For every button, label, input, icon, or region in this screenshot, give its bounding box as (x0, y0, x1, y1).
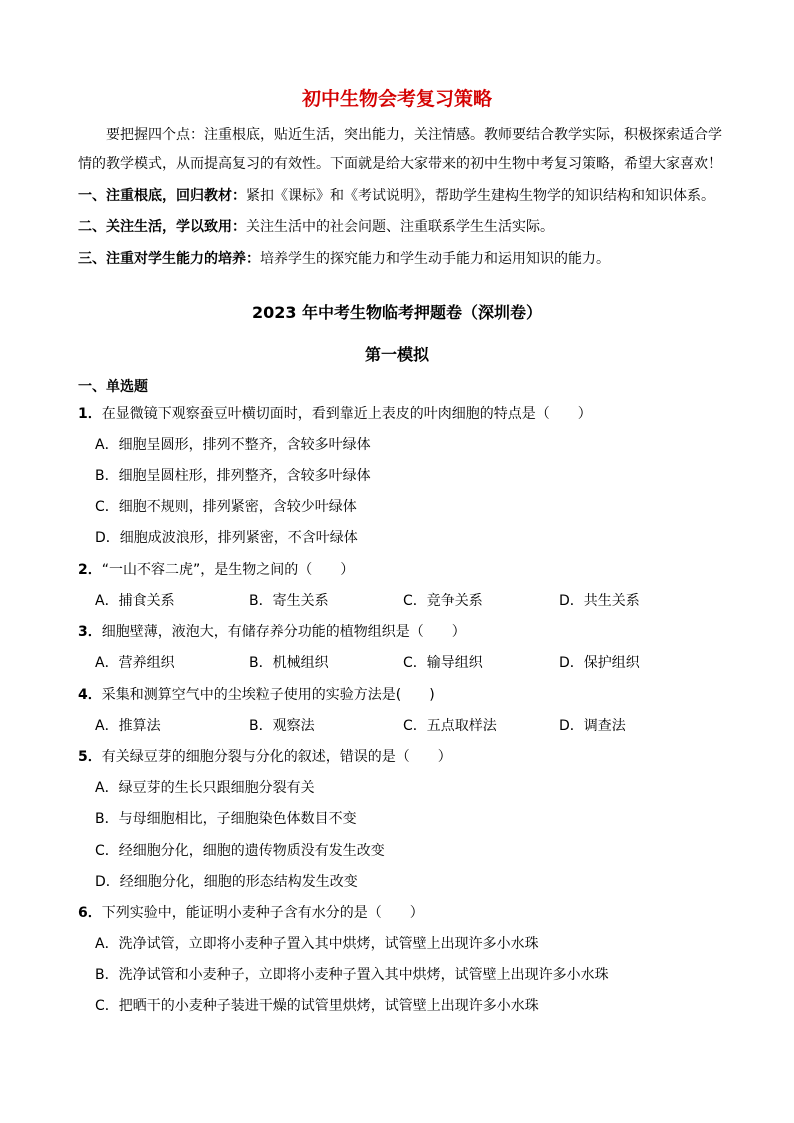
strategy-point-3-text: 培养学生的探究能力和学生动手能力和运用知识的能力。 (260, 251, 610, 267)
strategy-point-3 (78, 249, 728, 269)
q2-option-d: D．共生关系 (559, 593, 640, 609)
strategy-point-2-label: 二、关注生活，学以致用： (78, 219, 246, 235)
question-number: 4． (78, 687, 102, 703)
question-number: 5． (78, 749, 102, 765)
q3-option-a: A．营养组织 (95, 655, 175, 671)
strategy-point-2 (78, 217, 728, 237)
q1-option-b: B．细胞呈圆柱形，排列整齐，含较多叶绿体 (95, 468, 371, 484)
section-heading: 一、单选题 (78, 379, 148, 395)
question-text: 细胞壁薄，液泡大，有储存养分功能的植物组织是（ ） (101, 624, 466, 640)
strategy-point-1 (78, 186, 728, 206)
question-text: 有关绿豆芽的细胞分裂与分化的叙述，错误的是（ ） (101, 749, 452, 765)
question-number: 2． (78, 562, 102, 578)
strategy-point-2-text: 关注生活中的社会问题、注重联系学生生活实际。 (246, 219, 554, 235)
exam-subtitle: 第一模拟 (364, 345, 429, 364)
q4-options (95, 716, 735, 736)
question-2 (78, 560, 728, 580)
question-text: 下列实验中，能证明小麦种子含有水分的是（ ） (101, 905, 424, 921)
strategy-point-1-label: 一、注重根底，回归教材： (78, 188, 246, 204)
q3-option-d: D．保护组织 (559, 655, 640, 671)
question-4 (78, 685, 728, 705)
q1-option-c: C．细胞不规则，排列紧密，含较少叶绿体 (95, 499, 357, 515)
q2-option-c: C．竞争关系 (403, 593, 483, 609)
question-text: “一山不容二虎”，是生物之间的（ ） (101, 562, 355, 578)
q3-option-b: B．机械组织 (249, 655, 329, 671)
question-3 (78, 622, 728, 642)
q6-option-b: B．洗净试管和小麦种子，立即将小麦种子置入其中烘烤，试管壁上出现许多小水珠 (95, 967, 609, 983)
q4-option-c: C．五点取样法 (403, 718, 497, 734)
intro-paragraph-line-1: 要把握四个点：注重根底，贴近生活，突出能力，关注情感。教师要结合教学实际，积极探索适合学 (106, 127, 722, 143)
q4-option-d: D．调查法 (559, 718, 626, 734)
q4-option-a: A．推算法 (95, 718, 161, 734)
q3-options (95, 653, 735, 673)
question-1 (78, 404, 728, 424)
exam-title: 2023 年中考生物临考押题卷（深圳卷） (251, 303, 543, 322)
question-number: 1． (78, 406, 102, 422)
q5-option-a: A．绿豆芽的生长只跟细胞分裂有关 (95, 780, 315, 796)
q5-option-d: D．经细胞分化，细胞的形态结构发生改变 (95, 874, 358, 890)
q2-option-b: B．寄生关系 (249, 593, 329, 609)
q2-options (95, 591, 735, 611)
q4-option-b: B．观察法 (249, 718, 315, 734)
q5-option-c: C．经细胞分化，细胞的遗传物质没有发生改变 (95, 843, 385, 859)
question-6 (78, 903, 728, 923)
intro-paragraph-line-2: 情的教学模式，从而提高复习的有效性。下面就是给大家带来的初中生物中考复习策略，希望大家喜欢！ (78, 156, 722, 172)
strategy-title: 初中生物会考复习策略 (301, 88, 492, 110)
q6-option-a: A．洗净试管，立即将小麦种子置入其中烘烤，试管壁上出现许多小水珠 (95, 936, 539, 952)
question-number: 3． (78, 624, 102, 640)
q6-option-c: C．把晒干的小麦种子装进干燥的试管里烘烤，试管壁上出现许多小水珠 (95, 998, 539, 1014)
question-number: 6． (78, 905, 102, 921)
question-text: 采集和测算空气中的尘埃粒子使用的实验方法是( ) (101, 687, 435, 703)
strategy-point-3-label: 三、注重对学生能力的培养： (78, 251, 260, 267)
q1-option-d: D．细胞成波浪形，排列紧密，不含叶绿体 (95, 530, 358, 546)
strategy-point-1-text: 紧扣《课标》和《考试说明》，帮助学生建构生物学的知识结构和知识体系。 (246, 188, 715, 204)
q1-option-a: A．细胞呈圆形，排列不整齐，含较多叶绿体 (95, 437, 371, 453)
q2-option-a: A．捕食关系 (95, 593, 175, 609)
q3-option-c: C．输导组织 (403, 655, 483, 671)
q5-option-b: B．与母细胞相比，子细胞染色体数目不变 (95, 811, 357, 827)
question-5 (78, 747, 728, 767)
question-text: 在显微镜下观察蚕豆叶横切面时，看到靠近上表皮的叶肉细胞的特点是（ ） (101, 406, 592, 422)
